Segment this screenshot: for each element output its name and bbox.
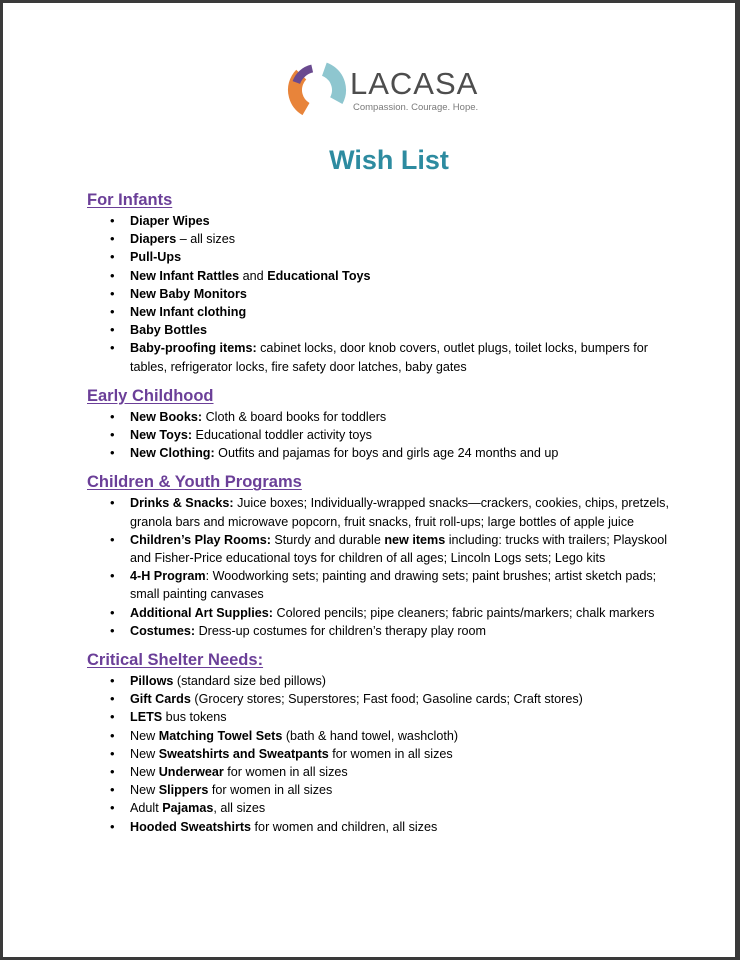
- item-bold-text: New Toys:: [130, 428, 193, 443]
- section-heading: Children & Youth Programs: [87, 473, 302, 492]
- item-text: New: [130, 728, 159, 743]
- item-bold-text: Gift Cards: [130, 692, 191, 707]
- item-bold-text: new items: [384, 532, 446, 547]
- list-item: [87, 408, 687, 426]
- section-heading: For Infants: [87, 191, 173, 209]
- item-bold-text: Costumes:: [130, 623, 196, 638]
- item-bold-text: Baby-proofing items:: [130, 341, 257, 356]
- section: [87, 386, 687, 463]
- item-text: (Grocery stores; Superstores; Fast food; Gasoline cards; Craft stores): [190, 692, 583, 707]
- item-bold-text: Diapers: [130, 232, 177, 247]
- section: [87, 190, 687, 376]
- item-text: Sturdy and durable: [270, 532, 385, 547]
- list-item: [87, 727, 687, 745]
- item-bold-text: Pillows: [130, 674, 174, 689]
- item-bold-text: New Books:: [130, 409, 203, 424]
- item-text: bus tokens: [162, 710, 227, 725]
- item-text: including: trucks with trailers; Playskool and Fisher-Price educational toys for children of all ages; Lincoln Logs sets; Lego kits: [130, 532, 668, 566]
- list-item: [87, 604, 687, 622]
- list-item: [87, 248, 687, 266]
- list-item: [87, 708, 687, 726]
- item-text: (standard size bed pillows): [173, 674, 326, 689]
- section: [87, 650, 687, 836]
- item-bold-text: Baby Bottles: [130, 323, 207, 338]
- section-heading: Early Childhood: [87, 386, 214, 405]
- list-item: [87, 230, 687, 248]
- list-item: [87, 763, 687, 781]
- item-text: Outfits and pajamas for boys and girls age 24 months and up: [214, 446, 559, 461]
- item-text: (bath & hand towel, washcloth): [282, 728, 459, 743]
- wish-list-content: [87, 190, 687, 846]
- list-item: [87, 818, 687, 836]
- item-text: for women and children, all sizes: [251, 819, 438, 834]
- list-item: [87, 285, 687, 303]
- logo-name: LACASA: [350, 66, 479, 101]
- item-bold-text: Educational Toys: [267, 268, 371, 283]
- item-text: cabinet locks, door knob covers, outlet plugs, toilet locks, bumpers for tables, refrigerator locks, fire safety door latches, baby gates: [130, 341, 648, 374]
- logo-circle-icon: [286, 59, 348, 121]
- item-text: New: [130, 783, 159, 798]
- section: [87, 472, 687, 640]
- item-text: Dress-up costumes for children’s therapy play room: [195, 623, 487, 638]
- item-text: for women in all sizes: [328, 746, 453, 761]
- list-item: [87, 622, 687, 640]
- item-text: and: [239, 268, 268, 283]
- list-item: [87, 212, 687, 230]
- item-text: Colored pencils; pipe cleaners; fabric paints/markers; chalk markers: [272, 605, 655, 620]
- list-item: [87, 444, 687, 462]
- item-bold-text: New Baby Monitors: [130, 286, 247, 301]
- item-text: , all sizes: [213, 801, 266, 816]
- list-item: [87, 781, 687, 799]
- item-bold-text: Matching Towel Sets: [158, 728, 283, 743]
- item-text: Cloth & board books for toddlers: [202, 409, 387, 424]
- item-text: – all sizes: [176, 232, 235, 247]
- list-item: [87, 672, 687, 690]
- lacasa-logo: [286, 59, 496, 123]
- item-bold-text: Pajamas: [162, 801, 214, 816]
- item-bold-text: Sweatshirts and Sweatpants: [158, 746, 329, 761]
- wish-list: [87, 672, 687, 836]
- list-item: [87, 339, 687, 375]
- wish-list: [87, 494, 687, 640]
- item-text: New: [130, 746, 159, 761]
- list-item: [87, 303, 687, 321]
- item-bold-text: Hooded Sweatshirts: [130, 819, 252, 834]
- list-item: [87, 745, 687, 763]
- item-bold-text: 4-H Program: [130, 569, 206, 584]
- list-item: [87, 531, 687, 567]
- list-item: [87, 321, 687, 339]
- item-bold-text: Pull-Ups: [130, 250, 182, 265]
- document-page: [3, 3, 735, 957]
- item-bold-text: Children’s Play Rooms:: [130, 532, 271, 547]
- item-bold-text: Slippers: [158, 783, 209, 798]
- item-bold-text: New Infant clothing: [130, 305, 247, 320]
- item-bold-text: Diaper Wipes: [130, 214, 210, 228]
- list-item: [87, 426, 687, 444]
- page-title: Wish List: [329, 145, 449, 175]
- item-bold-text: New Clothing:: [130, 446, 215, 461]
- list-item: [87, 567, 687, 603]
- item-bold-text: Underwear: [158, 765, 224, 780]
- item-text: Educational toddler activity toys: [192, 428, 372, 443]
- item-text: New: [130, 765, 159, 780]
- item-bold-text: LETS: [130, 710, 163, 725]
- logo-tagline: Compassion. Courage. Hope.: [353, 102, 479, 113]
- list-item: [87, 690, 687, 708]
- item-text: for women in all sizes: [208, 783, 333, 798]
- wish-list: [87, 408, 687, 463]
- wish-list: [87, 212, 687, 376]
- item-bold-text: Additional Art Supplies:: [130, 605, 273, 620]
- item-text: for women in all sizes: [223, 765, 348, 780]
- item-text: : Woodworking sets; painting and drawing sets; paint brushes; artist sketch pads; small painting canvases: [130, 569, 657, 602]
- list-item: [87, 267, 687, 285]
- section-heading: Critical Shelter Needs:: [87, 651, 264, 670]
- item-text: Adult: [130, 801, 163, 816]
- item-bold-text: Drinks & Snacks:: [130, 496, 234, 511]
- list-item: [87, 494, 687, 530]
- item-bold-text: New Infant Rattles: [130, 268, 240, 283]
- list-item: [87, 799, 687, 817]
- item-text: Juice boxes; Individually-wrapped snacks—crackers, cookies, chips, pretzels, granola bars and microwave popcorn, fruit snacks, fruit roll-ups; large bottles of apple juice: [130, 496, 669, 529]
